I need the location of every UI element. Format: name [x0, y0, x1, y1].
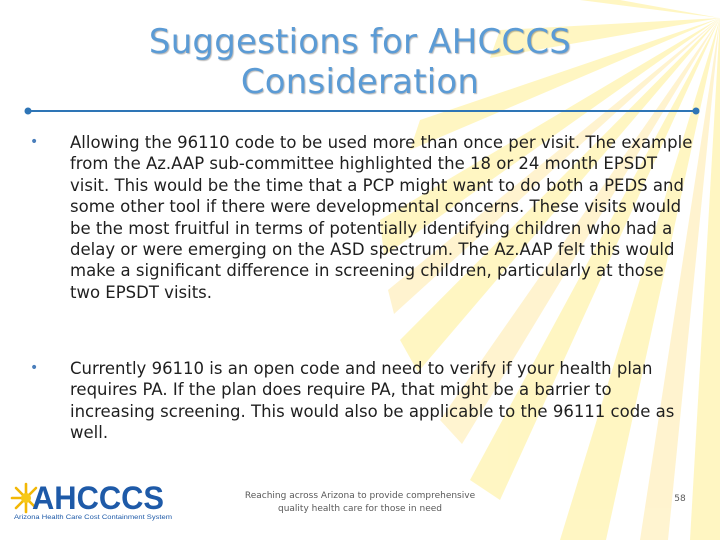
logo-wordmark: AHCCCS — [32, 480, 164, 516]
title-line-1: Suggestions for AHCCCS — [148, 22, 572, 62]
footer-line-1: Reaching across Arizona to provide comprehensive — [244, 491, 476, 501]
ahcccs-logo — [8, 470, 188, 522]
footer-tagline — [244, 490, 476, 516]
page-title — [0, 22, 720, 102]
title-line-2: Consideration — [240, 62, 480, 102]
logo-tagline: Arizona Health Care Cost Containment System — [14, 515, 172, 521]
page-number: 58 — [674, 494, 686, 504]
footer-line-2: quality health care for those in need — [278, 504, 442, 514]
bullet-item: • Allowing the 96110 code to be used more than once per visit. The example from the Az.AAP sub-committee highlighted the 18 or 24 month EPSDT visit. This would be the time that a PCP might want to do both a PEDS and some other tool if there were developmental concerns. These visits would be the most fruitful in terms of potentially identifying children who had a delay or were emerging on the ASD spectrum. The Az.AAP felt this would make a significant difference in screening children, particularly at those two EPSDT visits. — [70, 132, 698, 303]
title-divider — [24, 107, 700, 115]
bullet-item: • Currently 96110 is an open code and need to verify if your health plan requires PA. If the plan does require PA, that might be a barrier to increasing screening. This would also be applicable to the 96111 code as well. — [70, 358, 698, 444]
